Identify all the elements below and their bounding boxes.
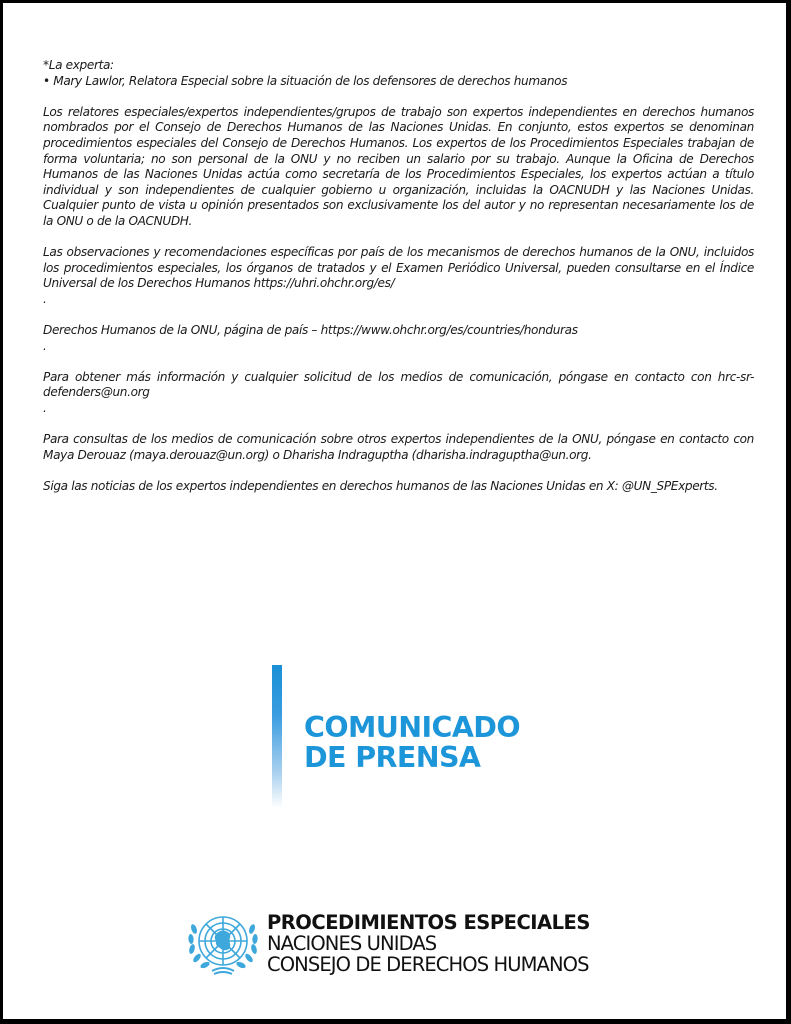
press-release-title bbox=[304, 713, 520, 773]
document-body bbox=[43, 58, 754, 495]
press-title-line-2: DE PRENSA bbox=[304, 741, 481, 774]
footer-line-special-procedures: PROCEDIMIENTOS ESPECIALES bbox=[267, 911, 590, 934]
footer-line-human-rights-council: CONSEJO DE DERECHOS HUMANOS bbox=[267, 953, 589, 976]
expert-list-item: • Mary Lawlor, Relatora Especial sobre la situación de los defensores de derechos humanos bbox=[43, 73, 568, 88]
expert-heading: *La experta: bbox=[43, 58, 114, 72]
spacer bbox=[43, 308, 754, 324]
accent-bar bbox=[272, 665, 282, 808]
spacer bbox=[43, 417, 754, 433]
paragraph-uhri: Las observaciones y recomendaciones específicas por país de los mecanismos de derechos humanos de la ONU, incluidos los procedimientos especiales, los órganos de tratados y el Examen Periódico Universal, pueden consultarse en el Índice Universal de los Derechos Humanos https://uhri.ohchr.org/es/ bbox=[43, 245, 754, 291]
footer-line-united-nations: NACIONES UNIDAS bbox=[267, 932, 437, 955]
separator-dot: . bbox=[43, 338, 47, 353]
un-emblem-icon bbox=[184, 911, 262, 977]
paragraph-contact: Para obtener más información y cualquier solicitud de los medios de comunicación, póngase en contacto con hrc-sr-defenders@un.org bbox=[43, 369, 754, 400]
spacer bbox=[43, 230, 754, 246]
paragraph-about-experts: Los relatores especiales/expertos independientes/grupos de trabajo son expertos independientes en derechos humanos nombrados por el Consejo de Derechos Humanos de las Naciones Unidas. En conjunto, estos expertos se denominan procedimientos especiales del Consejo de Derechos Humanos. Los expertos de los Procedimientos Especiales trabajan de forma voluntaria; no son personal de la ONU y no reciben un salario por su trabajo. Aunque la Oficina de Derechos Humanos de las Naciones Unidas actúa como secretaría de los Procedimientos Especiales, los expertos actúan a título individual y son independientes de cualquier gobierno u organización, incluidas la OACNUDH y las Naciones Unidas. Cualquier punto de vista u opinión presentados son exclusivamente los del autor y no representan necesariamente los de la ONU o de la OACNUDH. bbox=[43, 104, 754, 228]
paragraph-country-page: Derechos Humanos de la ONU, página de país – https://www.ohchr.org/es/countries/honduras bbox=[43, 323, 578, 338]
press-title-line-1: COMUNICADO bbox=[304, 711, 520, 744]
paragraph-follow: Siga las noticias de los expertos independientes en derechos humanos de las Naciones Unidas en X: @UN_SPExperts. bbox=[43, 479, 718, 494]
spacer bbox=[43, 463, 754, 479]
spacer bbox=[43, 354, 754, 370]
spacer bbox=[43, 89, 754, 105]
footer-org-name bbox=[267, 912, 590, 975]
separator-dot: . bbox=[43, 291, 47, 306]
paragraph-media-contacts: Para consultas de los medios de comunicación sobre otros expertos independientes de la ONU, póngase en contacto con Maya Derouaz (maya.derouaz@un.org) o Dharisha Indraguptha (dharisha.indraguptha@un.org. bbox=[43, 432, 754, 462]
separator-dot: . bbox=[43, 401, 47, 416]
